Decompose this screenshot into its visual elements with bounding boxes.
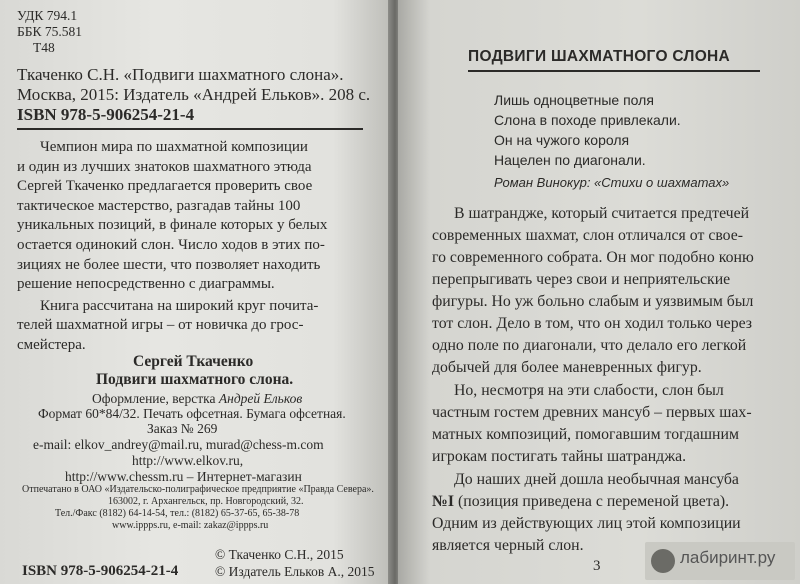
body-line: Одним из действующих лиц этой композиции <box>432 515 741 532</box>
imprint-format: Формат 60*84/32. Печать офсетная. Бумага офсетная. <box>38 406 346 421</box>
body-line-with-number <box>432 491 729 513</box>
body-line: одно поле по диагонали, что делало его легкой <box>432 337 747 354</box>
body-line: частным гостем древних мансуб – первых шах- <box>432 404 752 421</box>
watermark-text: лабиринт.ру <box>680 548 776 567</box>
body-line: игрокам постигать тайны шатранджа. <box>432 448 687 465</box>
bbk-code: ББК 75.581 <box>17 24 83 39</box>
reference-line-1: Ткаченко С.Н. «Подвиги шахматного слона». <box>17 65 344 84</box>
imprint-site-1: http://www.elkov.ru, <box>132 453 244 468</box>
udk-code: УДК 794.1 <box>17 8 78 23</box>
chapter-heading: ПОДВИГИ ШАХМАТНОГО СЛОНА <box>468 48 731 65</box>
body-line: является черный слон. <box>432 537 584 554</box>
body-line: фигуры. Но уж больно слабым и уязвимым был <box>432 293 754 310</box>
left-page <box>0 0 392 584</box>
printer-line-1: Отпечатано в ОАО «Издательско-полиграфическое предприятие «Правда Севера». <box>22 484 374 495</box>
imprint-site-2: http://www.chessm.ru – Интернет-магазин <box>65 469 302 484</box>
printer-line-3: Тел./Факс (8182) 64-14-54, тел.: (8182) 65-37-65, 65-38-78 <box>55 508 300 519</box>
page-number: 3 <box>593 558 601 574</box>
poem-line: Лишь одноцветные поля <box>494 92 654 108</box>
divider <box>17 128 363 130</box>
right-page <box>398 0 800 584</box>
poem-line: Слона в походе привлекали. <box>494 112 681 128</box>
annotation-line: Сергей Ткаченко предлагается проверить свое <box>17 178 313 195</box>
body-line: Но, несмотря на эти слабости, слон был <box>454 382 724 399</box>
mansuba-number: №I <box>432 493 455 510</box>
design-name: Андрей Ельков <box>218 391 303 406</box>
imprint-order: Заказ № 269 <box>147 421 218 436</box>
annotation-line: Книга рассчитана на широкий круг почита- <box>40 297 319 314</box>
body-line: тот слон. Дело в том, что он ходил только через <box>432 315 753 332</box>
imprint-title: Подвиги шахматного слона. <box>96 371 294 388</box>
annotation-line: телей шахматной игры – от новичка до грос- <box>17 317 304 334</box>
annotation-line: решение непосредственно с диаграммы. <box>17 276 275 293</box>
body-line: добычей для более маневренных фигур. <box>432 359 702 376</box>
annotation-line: Чемпион мира по шахматной композиции <box>40 139 308 155</box>
annotation-line: и один из лучших знатоков шахматного этюда <box>17 158 312 175</box>
body-line: матных композиций, помогавшим тогдашним <box>432 426 739 443</box>
imprint-isbn: ISBN 978-5-906254-21-4 <box>22 563 179 579</box>
body-line: современных шахмат, слон отличался от свое- <box>432 227 744 244</box>
copyright-2: © Издатель Ельков А., 2015 <box>215 564 375 579</box>
body-line: До наших дней дошла необычная мансуба <box>454 471 739 488</box>
body-line: (позиция приведена с переменой цвета). <box>457 493 730 510</box>
design-label: Оформление, верстка <box>92 391 216 406</box>
printer-line-4: www.ippps.ru, e-mail: zakaz@ippps.ru <box>112 520 269 531</box>
annotation-line: остается одинокий слон. Число ходов в этих по- <box>17 237 325 253</box>
labirint-logo-icon <box>651 549 675 573</box>
site-watermark <box>645 542 795 580</box>
reference-line-2: Москва, 2015: Издатель «Андрей Ельков». 208 с. <box>17 85 371 104</box>
poem-line: Нацелен по диагонали. <box>494 152 646 168</box>
poem-line: Он на чужого короля <box>494 132 630 148</box>
body-line: го современного собрата. Он мог подобно коню <box>432 249 754 266</box>
annotation-line: уникальных позиций, в финале которых у белых <box>17 217 328 234</box>
printer-line-2: 163002, г. Архангельск, пр. Новгородский, 32. <box>108 496 304 507</box>
annotation-line: тактическое мастерство, разгадав тайны 100 <box>17 197 301 214</box>
reference-isbn: ISBN 978-5-906254-21-4 <box>17 105 195 124</box>
body-line: перепрыгивать через свои и неприятельские <box>432 271 731 288</box>
copyright-1: © Ткаченко С.Н., 2015 <box>215 547 344 562</box>
annotation-line: смейстера. <box>17 337 86 353</box>
body-line: В шатрандже, который считается предтечей <box>454 205 750 222</box>
imprint-author: Сергей Ткаченко <box>133 353 254 370</box>
imprint-email: e-mail: elkov_andrey@mail.ru, murad@chess-m.com <box>33 437 324 452</box>
annotation-line: зициях не более шести, что позволяет находить <box>17 256 321 273</box>
heading-underline <box>468 70 760 72</box>
poem-attribution: Роман Винокур: «Стихи о шахматах» <box>494 175 730 190</box>
author-mark: Т48 <box>33 40 55 55</box>
